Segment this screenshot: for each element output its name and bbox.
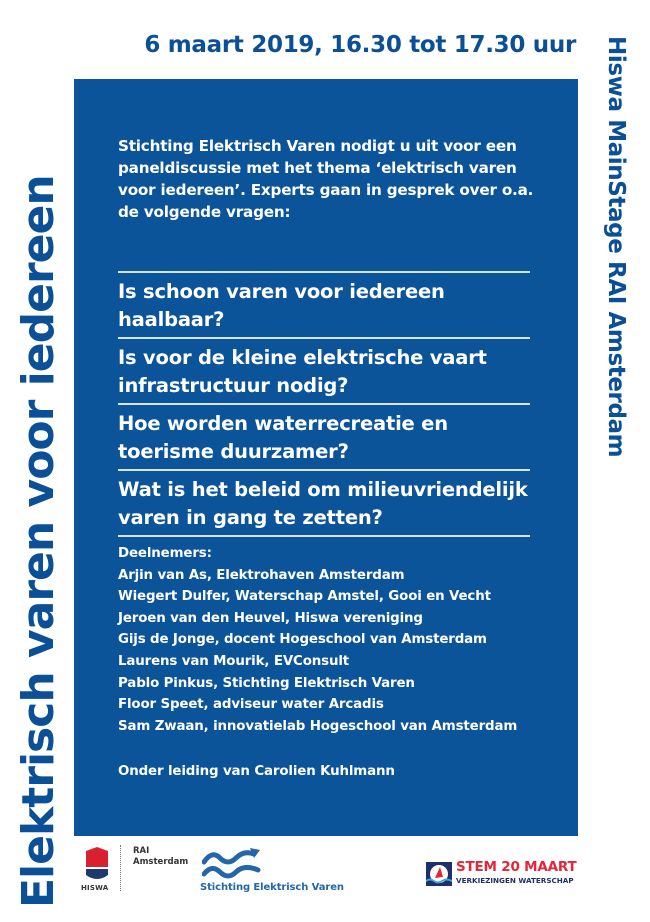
question-item xyxy=(118,405,530,471)
participant-item: Jeroen van den Heuvel, Hiswa vereniging xyxy=(118,610,423,626)
waves-arrow-icon xyxy=(202,846,262,882)
logo-divider xyxy=(120,845,121,891)
participant-item: Floor Speet, adviseur water Arcadis xyxy=(118,697,384,713)
question-line: Hoe worden waterrecreatie en xyxy=(118,412,448,435)
question-line: toerisme duurzamer? xyxy=(118,440,349,463)
venue-label: Hiswa MainStage RAI Amsterdam xyxy=(603,36,629,458)
questions-list xyxy=(118,271,530,537)
stem-title: STEM 20 MAART xyxy=(456,859,577,875)
participant-item: Pablo Pinkus, Stichting Elektrisch Varen xyxy=(118,675,415,691)
content-panel xyxy=(74,79,578,836)
question-item xyxy=(118,273,530,339)
question-item xyxy=(118,471,530,537)
hiswa-label: HISWA xyxy=(81,884,109,892)
question-line: Wat is het beleid om milieuvriendelijk xyxy=(118,478,528,501)
intro-line: voor iedereen’. Experts gaan in gesprek over o.a. xyxy=(118,181,534,199)
intro-line: Stichting Elektrisch Varen nodigt u uit voor een xyxy=(118,137,517,155)
poster-title: Elektrisch varen voor iedereen xyxy=(13,175,64,908)
question-line: Is schoon varen voor iedereen haalbaar? xyxy=(118,280,445,331)
intro-line: de volgende vragen: xyxy=(118,203,291,221)
participants-heading: Deelnemers: xyxy=(118,546,212,561)
question-item xyxy=(118,339,530,405)
event-date-heading: 6 maart 2019, 16.30 tot 17.30 uur xyxy=(144,32,576,58)
participant-item: Arjin van As, Elektrohaven Amsterdam xyxy=(118,567,405,583)
moderator-text: Onder leiding van Carolien Kuhlmann xyxy=(118,764,395,779)
question-line: Is voor de kleine elektrische vaart xyxy=(118,346,487,369)
question-line: varen in gang te zetten? xyxy=(118,506,383,529)
participant-item: Gijs de Jonge, docent Hogeschool van Amsterdam xyxy=(118,632,487,648)
sailboat-icon xyxy=(426,862,452,886)
rai-amsterdam-logo xyxy=(133,846,188,868)
sev-label: Stichting Elektrisch Varen xyxy=(200,882,344,893)
participants-section xyxy=(118,543,558,737)
stem-subtitle: VERKIEZINGEN WATERSCHAP xyxy=(456,876,574,885)
intro-text xyxy=(118,135,538,223)
rai-line: Amsterdam xyxy=(133,857,189,867)
rai-line: RAI xyxy=(133,846,150,856)
intro-line: paneldiscussie met het thema ‘elektrisch varen xyxy=(118,159,517,177)
participant-item: Sam Zwaan, innovatielab Hogeschool van Amsterdam xyxy=(118,718,518,734)
participant-item: Laurens van Mourik, EVConsult xyxy=(118,653,350,669)
question-line: infrastructuur nodig? xyxy=(118,374,349,397)
participant-item: Wiegert Dulfer, Waterschap Amstel, Gooi en Vecht xyxy=(118,589,491,605)
